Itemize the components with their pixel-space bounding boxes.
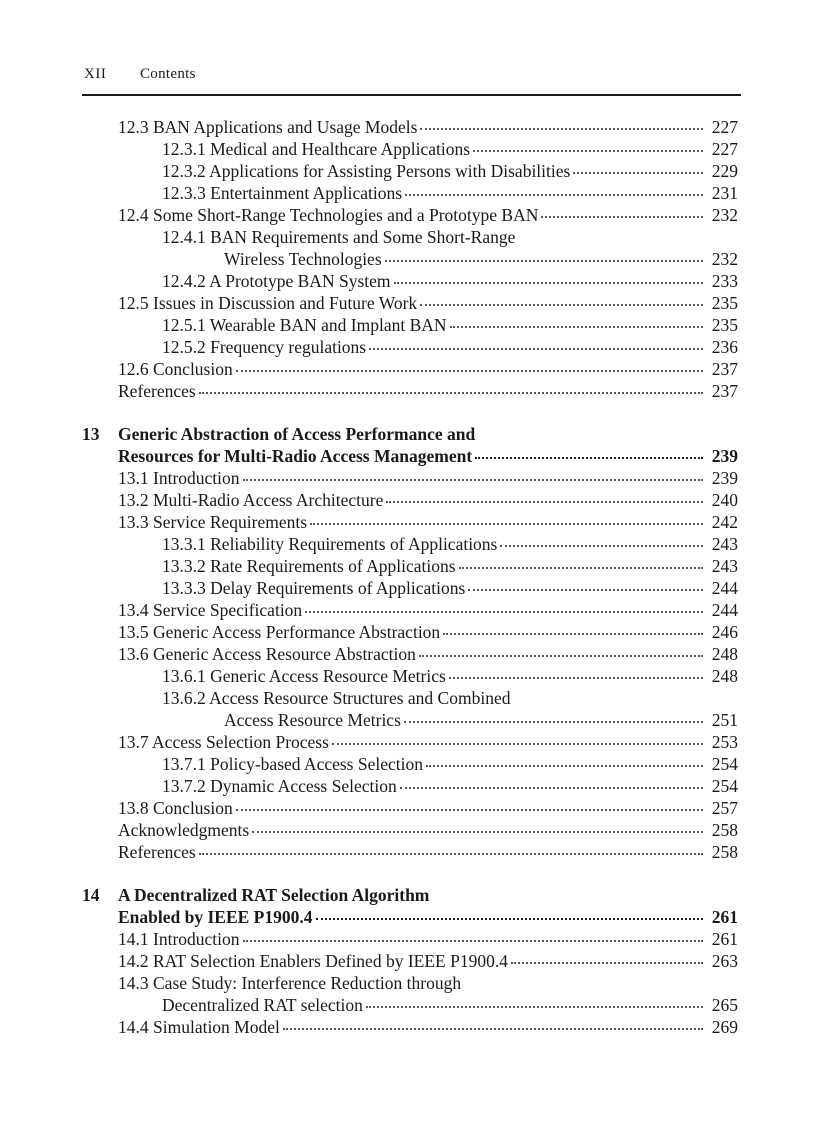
chapter-13-heading-line2[interactable]: Resources for Multi-Radio Access Management 239 bbox=[118, 446, 738, 466]
toc-entry[interactable]: 12.5.2 Frequency regulations 236 bbox=[162, 337, 738, 357]
toc-entry[interactable]: 13.6 Generic Access Resource Abstraction 248 bbox=[118, 644, 738, 664]
toc-entry[interactable]: 13.3.1 Reliability Requirements of Applications 243 bbox=[162, 534, 738, 554]
toc-entry-continuation[interactable]: Decentralized RAT selection 265 bbox=[162, 995, 738, 1015]
toc-entry[interactable]: 12.3 BAN Applications and Usage Models 227 bbox=[118, 117, 738, 137]
table-of-contents bbox=[82, 116, 738, 1038]
chapter-14-heading[interactable] bbox=[82, 884, 738, 906]
toc-entry[interactable]: 12.3.1 Medical and Healthcare Applications 227 bbox=[162, 139, 738, 159]
toc-entry[interactable]: 12.4.2 A Prototype BAN System 233 bbox=[162, 271, 738, 291]
toc-entry[interactable]: 13.4 Service Specification 244 bbox=[118, 600, 738, 620]
page-number: XII bbox=[84, 66, 107, 82]
toc-entry-continuation[interactable]: Wireless Technologies 232 bbox=[224, 249, 738, 269]
toc-entry[interactable]: 13.8 Conclusion 257 bbox=[118, 798, 738, 818]
toc-entry-references[interactable]: References 237 bbox=[118, 381, 738, 401]
chapter-number: 13 bbox=[82, 424, 100, 444]
toc-entry[interactable]: 13.3.3 Delay Requirements of Applications 244 bbox=[162, 578, 738, 598]
toc-entry[interactable]: 13.1 Introduction 239 bbox=[118, 468, 738, 488]
chapter-title: Generic Abstraction of Access Performance and bbox=[118, 424, 476, 444]
chapter-title: A Decentralized RAT Selection Algorithm bbox=[118, 885, 430, 905]
toc-entry-line[interactable]: 12.4.1 BAN Requirements and Some Short-Range bbox=[162, 227, 516, 247]
toc-entry[interactable]: 12.5.1 Wearable BAN and Implant BAN 235 bbox=[162, 315, 738, 335]
toc-entry[interactable]: 13.7 Access Selection Process 253 bbox=[118, 732, 738, 752]
chapter-page: 239 bbox=[711, 446, 738, 466]
toc-entry[interactable]: 14.2 RAT Selection Enablers Defined by IEEE P1900.4 263 bbox=[118, 951, 738, 971]
chapter-14-heading-line2[interactable]: Enabled by IEEE P1900.4 261 bbox=[118, 907, 738, 927]
chapter-page: 261 bbox=[711, 907, 738, 927]
toc-entry[interactable]: 13.2 Multi-Radio Access Architecture 240 bbox=[118, 490, 738, 510]
toc-entry[interactable]: 13.7.1 Policy-based Access Selection 254 bbox=[162, 754, 738, 774]
toc-entry-acknowledgments[interactable]: Acknowledgments 258 bbox=[118, 820, 738, 840]
toc-entry[interactable]: 13.3 Service Requirements 242 bbox=[118, 512, 738, 532]
running-header bbox=[82, 64, 741, 96]
toc-entry[interactable]: 13.5 Generic Access Performance Abstraction 246 bbox=[118, 622, 738, 642]
running-title: Contents bbox=[140, 66, 196, 82]
toc-entry[interactable]: 12.3.3 Entertainment Applications 231 bbox=[162, 183, 738, 203]
toc-entry[interactable]: 13.6.1 Generic Access Resource Metrics 248 bbox=[162, 666, 738, 686]
toc-entry-references[interactable]: References 258 bbox=[118, 842, 738, 862]
toc-entry[interactable]: 12.5 Issues in Discussion and Future Work 235 bbox=[118, 293, 738, 313]
toc-entry-continuation[interactable]: Access Resource Metrics 251 bbox=[224, 710, 738, 730]
toc-entry[interactable]: 14.4 Simulation Model 269 bbox=[118, 1017, 738, 1037]
toc-entry-line[interactable]: 13.6.2 Access Resource Structures and Combined bbox=[162, 688, 511, 708]
toc-entry[interactable]: 12.3.2 Applications for Assisting Persons with Disabilities 229 bbox=[162, 161, 738, 181]
toc-entry[interactable]: 14.1 Introduction 261 bbox=[118, 929, 738, 949]
toc-entry[interactable]: 12.6 Conclusion 237 bbox=[118, 359, 738, 379]
chapter-13-heading[interactable] bbox=[82, 423, 738, 445]
chapter-number: 14 bbox=[82, 885, 100, 905]
toc-entry[interactable]: 13.3.2 Rate Requirements of Applications 243 bbox=[162, 556, 738, 576]
toc-entry-line[interactable]: 14.3 Case Study: Interference Reduction through bbox=[118, 973, 462, 993]
toc-entry[interactable]: 12.4 Some Short-Range Technologies and a Prototype BAN 232 bbox=[118, 205, 738, 225]
toc-entry[interactable]: 13.7.2 Dynamic Access Selection 254 bbox=[162, 776, 738, 796]
